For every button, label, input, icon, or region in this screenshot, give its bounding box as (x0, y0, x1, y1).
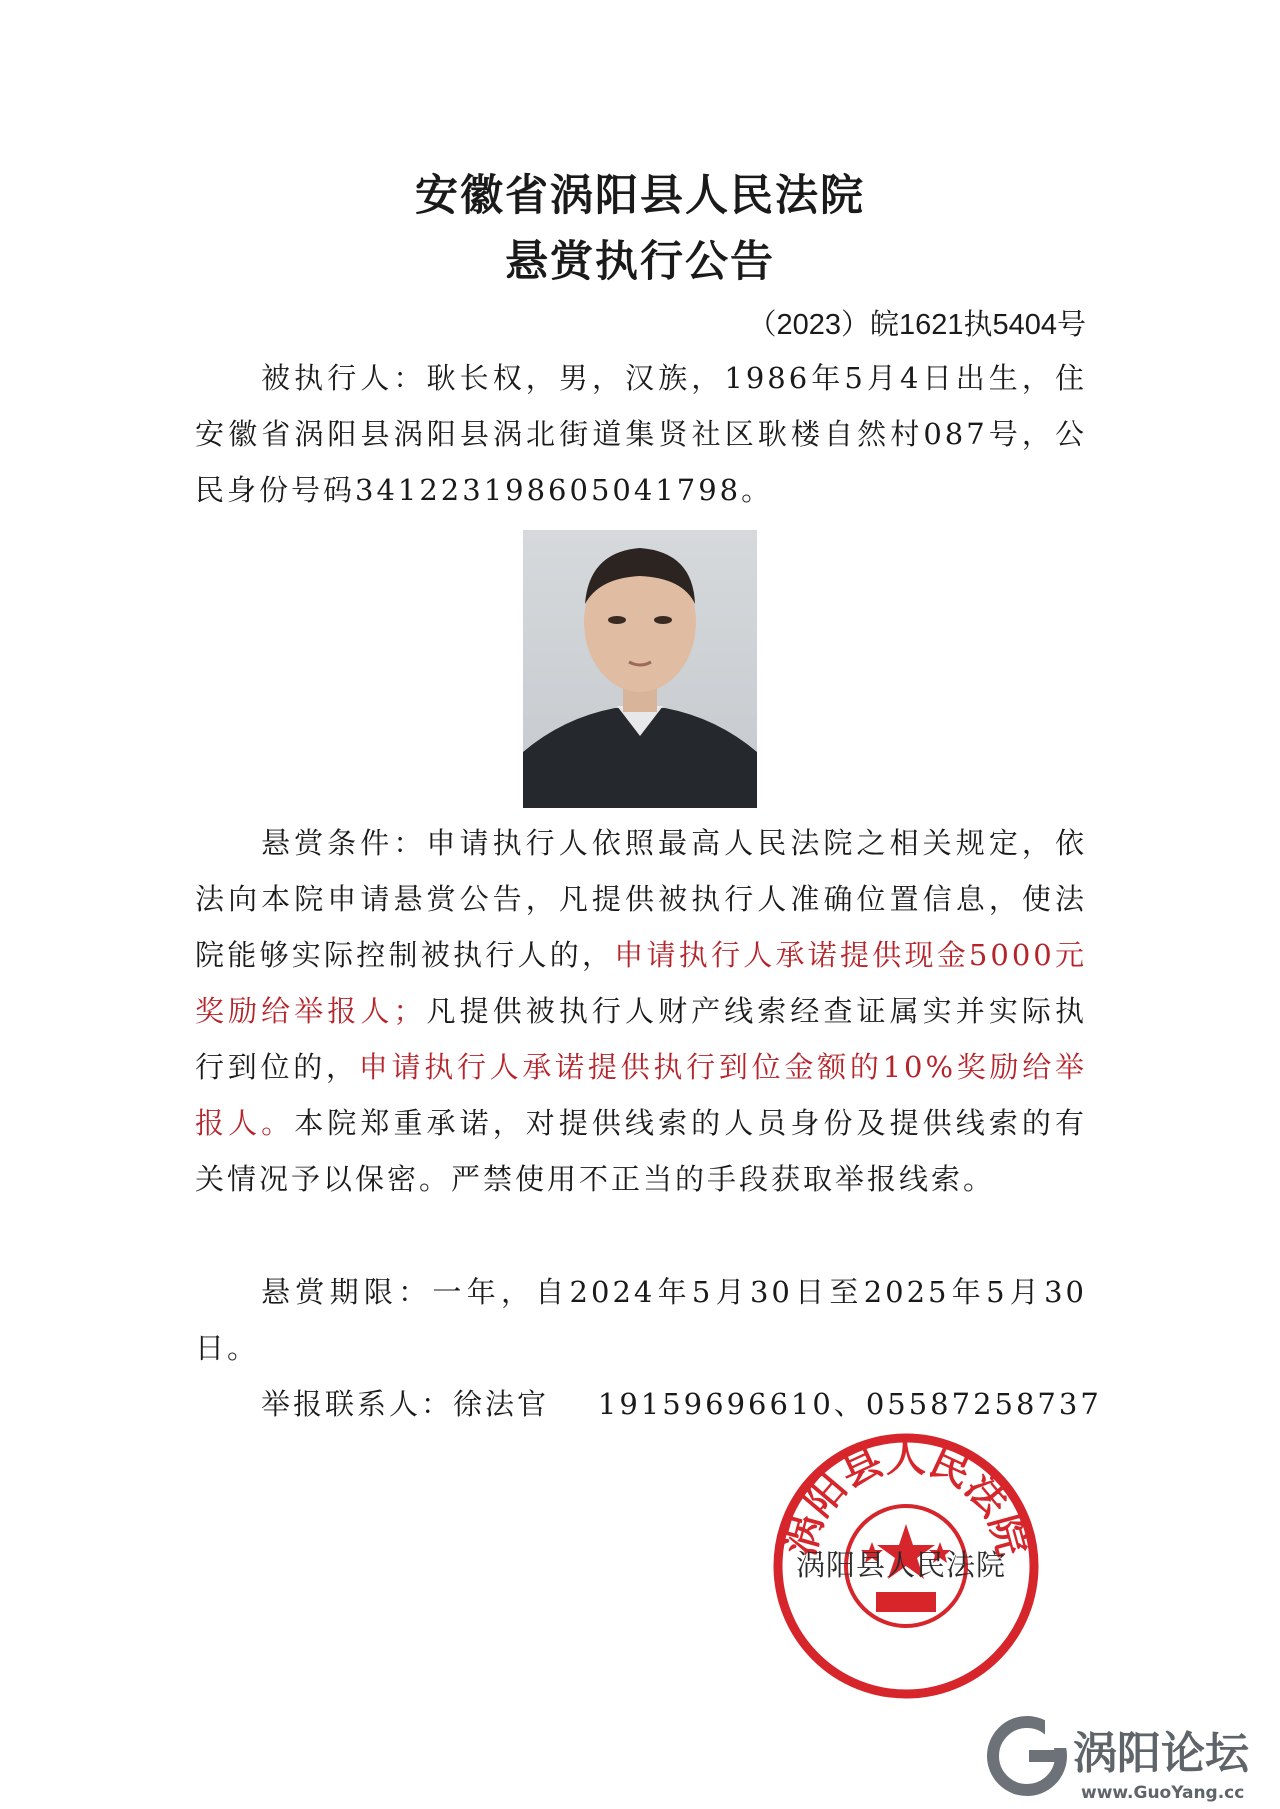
forum-watermark (985, 1712, 1275, 1804)
reward-highlight-1: 申请执行人承诺提供现金5000元奖励给举报人； (195, 938, 1087, 1028)
seal-text: 涡阳县人民法院 (776, 1433, 1036, 1561)
respondent-info: 被执行人：耿长权，男，汉族，1986年5月4日出生，住安徽省涡阳县涡阳县涡北街道集贤社区耿楼自然村087号，公民身份号码341223198605041798。 (195, 361, 1087, 507)
watermark-logo-text: 涡阳论坛 (1073, 1728, 1249, 1779)
watermark-url: www.GuoYang.cc (1081, 1783, 1245, 1803)
reward-period: 悬赏期限：一年，自2024年5月30日至2025年5月30日。 (195, 1275, 1087, 1365)
reward-conditions (195, 815, 1087, 1207)
reward-text-3: 本院郑重承诺，对提供线索的人员身份及提供线索的有关情况予以保密。严禁使用不正当的手段获取举报线索。 (195, 1106, 1087, 1196)
portrait-photo (523, 530, 757, 808)
page-subtitle: 悬赏执行公告 (505, 237, 775, 287)
reward-highlight-2: 申请执行人承诺提供执行到位金额的10%奖励给举报人。 (195, 1050, 1087, 1140)
court-signature: 涡阳县人民法院 (796, 1548, 1007, 1582)
page-title: 安徽省涡阳县人民法院 (415, 171, 865, 221)
case-number: （2023）皖1621执5404号 (747, 309, 1086, 341)
reward-text-1: 悬赏条件：申请执行人依照最高人民法院之相关规定，依法向本院申请悬赏公告，凡提供被执行人准确位置信息，使法院能够实际控制被执行人的， (195, 826, 1087, 972)
contact-info: 举报联系人：徐法官 19159696610、05587258737 (261, 1387, 1102, 1421)
reward-text-2: 凡提供被执行人财产线索经查证属实并实际执行到位的， (195, 994, 1087, 1084)
